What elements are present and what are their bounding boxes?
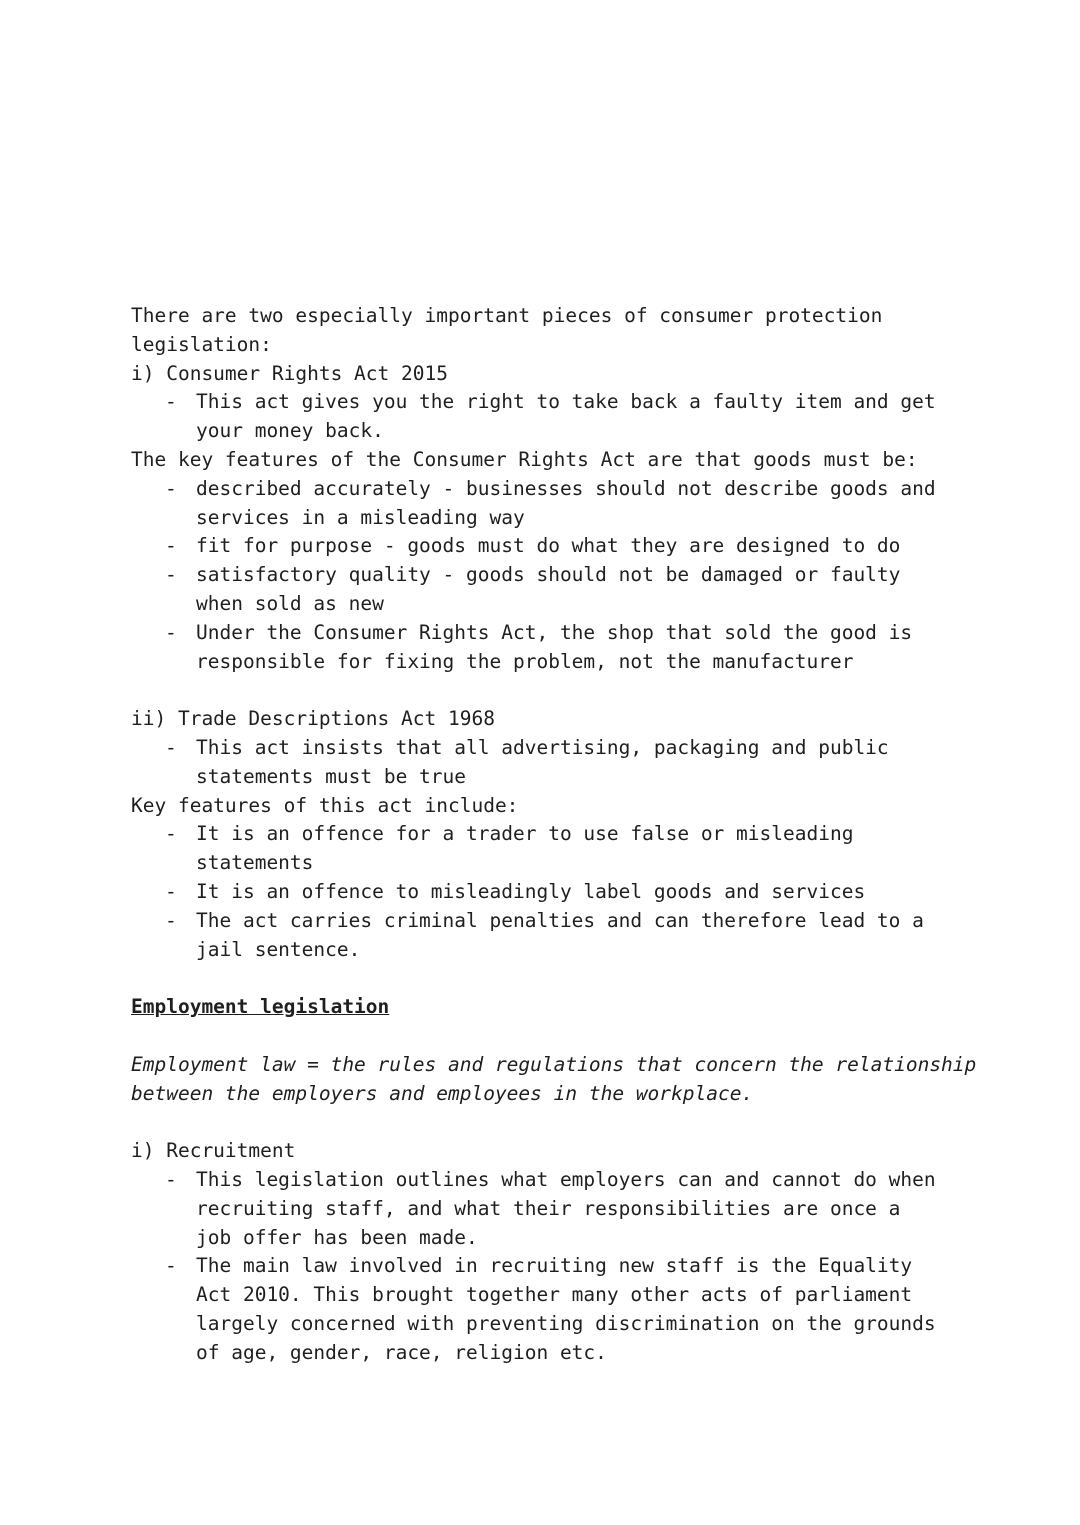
list-item: - The act carries criminal penalties and can therefore lead to a jail sentence.	[196, 907, 941, 965]
tda-features-intro: Key features of this act include:	[131, 793, 519, 817]
list-item: - It is an offence to misleadingly label goods and services	[196, 878, 941, 907]
cra-features-intro: The key features of the Consumer Rights Act are that goods must be:	[131, 447, 918, 471]
list-item: - It is an offence for a trader to use false or misleading statements	[196, 820, 941, 878]
tda-features-list	[131, 820, 941, 964]
cra-points-list	[131, 388, 941, 446]
cra-features-list	[131, 475, 941, 677]
tda-title: ii) Trade Descriptions Act 1968	[131, 707, 495, 731]
list-item: - This legislation outlines what employers can and cannot do when recruiting staff, and what their responsibilities are once a job offer has been made.	[196, 1166, 941, 1252]
list-item: - This act gives you the right to take back a faulty item and get your money back.	[196, 388, 941, 446]
tda-points-list	[131, 734, 941, 792]
list-item: - The main law involved in recruiting new staff is the Equality Act 2010. This brought together many other acts of parliament largely concerned with preventing discrimination on the grounds of age, gender, race, religion etc.	[196, 1252, 941, 1367]
list-item: - satisfactory quality - goods should not be damaged or faulty when sold as new	[196, 561, 941, 619]
recruitment-points-list	[131, 1166, 941, 1368]
list-item: - described accurately - businesses should not describe goods and services in a misleading way	[196, 475, 941, 533]
list-item: - fit for purpose - goods must do what they are designed to do	[196, 532, 941, 561]
cra-title: i) Consumer Rights Act 2015	[131, 361, 448, 385]
list-item: - Under the Consumer Rights Act, the shop that sold the good is responsible for fixing the problem, not the manufacturer	[196, 619, 941, 677]
employment-heading: Employment legislation	[131, 995, 390, 1019]
document-body	[131, 302, 1031, 1367]
recruitment-title: i) Recruitment	[131, 1139, 296, 1163]
consumer-intro: There are two especially important pieces of consumer protection legislation:	[131, 304, 883, 356]
list-item: - This act insists that all advertising, packaging and public statements must be true	[196, 734, 941, 792]
employment-definition: Employment law = the rules and regulations that concern the relationship between the employers and employees in the workplace.	[131, 1052, 977, 1105]
